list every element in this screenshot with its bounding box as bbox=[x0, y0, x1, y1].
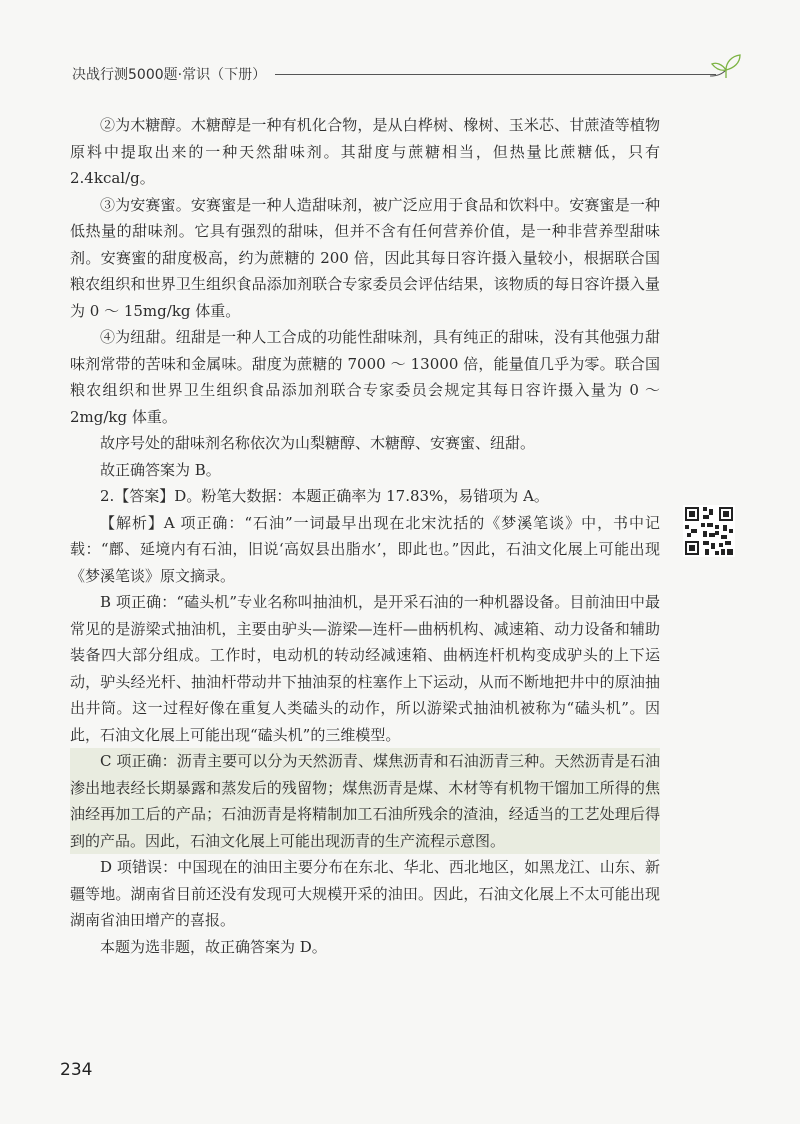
answer-explanation bbox=[70, 112, 660, 960]
para-q2-answer: 2.【答案】D。粉笔大数据：本题正确率为 17.83%，易错项为 A。 bbox=[100, 487, 549, 505]
para-answer-b: 故正确答案为 B。 bbox=[100, 460, 221, 479]
para-order-summary: 故序号处的甜味剂名称依次为山梨糖醇、木糖醇、安赛蜜、纽甜。 bbox=[100, 434, 536, 452]
page-number: 234 bbox=[60, 1060, 93, 1080]
para-q2-option-c: C 项正确：沥青主要可以分为天然沥青、煤焦沥青和石油沥青三种。天然沥青是石油渗出地表经长期暴露和蒸发后的残留物；煤焦沥青是煤、木材等有机物干馏加工所得的焦油经再加工后的产品；石油沥青是将精制加工石油所残余的渣油，经适当的工艺处理后得到的产品。因此，石油文化展上可能出现沥青的生产流程示意图。 bbox=[70, 748, 660, 854]
para-q2-analysis-a: 【解析】A 项正确：“石油”一词最早出现在北宋沈括的《梦溪笔谈》中，书中记载：“鄜、延境内有石油，旧说‘高奴县出脂水’，即此也。”因此，石油文化展上可能出现《梦溪笔谈》原文摘录。 bbox=[70, 513, 660, 585]
para-q2-option-b: B 项正确：“磕头机”专业名称叫抽油机，是开采石油的一种机器设备。目前油田中最常见的是游梁式抽油机，主要由驴头—游梁—连杆—曲柄机构、减速箱、动力设备和辅助装备四大部分组成。工作时，电动机的转动经减速箱、曲柄连杆机构变成驴头的上下运动，驴头经光杆、抽油杆带动井下抽油泵的柱塞作上下运动，从而不断地把井中的原油抽出井筒。这一过程好像在重复人类磕头的动作，所以游梁式抽油机被称为“磕头机”。因此，石油文化展上可能出现“磕头机”的三维模型。 bbox=[70, 593, 660, 744]
para-xylitol: ②为木糖醇。木糖醇是一种有机化合物，是从白桦树、橡树、玉米芯、甘蔗渣等植物原料中提取出来的一种天然甜味剂。其甜度与蔗糖相当，但热量比蔗糖低，只有2.4kcal/g。 bbox=[70, 116, 660, 187]
para-q2-option-d: D 项错误：中国现在的油田主要分布在东北、华北、西北地区，如黑龙江、山东、新疆等地。湖南省目前还没有发现可大规模开采的油田。因此，石油文化展上不太可能出现湖南省油田增产的喜报。 bbox=[70, 858, 660, 929]
sprout-icon bbox=[708, 52, 744, 82]
para-acesulfame: ③为安赛蜜。安赛蜜是一种人造甜味剂，被广泛应用于食品和饮料中。安赛蜜是一种低热量的甜味剂。它具有强烈的甜味，但并不含有任何营养价值，是一种非营养型甜味剂。安赛蜜的甜度极高，约为蔗糖的 200 倍，因此其每日容许摄入量较小，根据联合国粮农组织和世界卫生组织食品添加剂联合专家委员会评估结果，该物质的每日容许摄入量为 0 ～ 15mg/kg 体重。 bbox=[70, 195, 660, 320]
page-header bbox=[72, 62, 744, 88]
book-title: 决战行测5000题·常识（下册） bbox=[72, 67, 267, 83]
para-q2-conclusion: 本题为选非题，故正确答案为 D。 bbox=[100, 937, 327, 956]
para-neotame: ④为纽甜。纽甜是一种人工合成的功能性甜味剂，具有纯正的甜味，没有其他强力甜味剂常带的苦味和金属味。甜度为蔗糖的 7000 ～ 13000 倍，能量值几乎为零。联合国粮农组织和世界卫生组织食品添加剂联合专家委员会规定其每日容许摄入量为 0 ～ 2mg/kg 体重。 bbox=[70, 328, 660, 426]
header-rule bbox=[275, 74, 716, 75]
qr-code-icon[interactable] bbox=[683, 505, 735, 557]
